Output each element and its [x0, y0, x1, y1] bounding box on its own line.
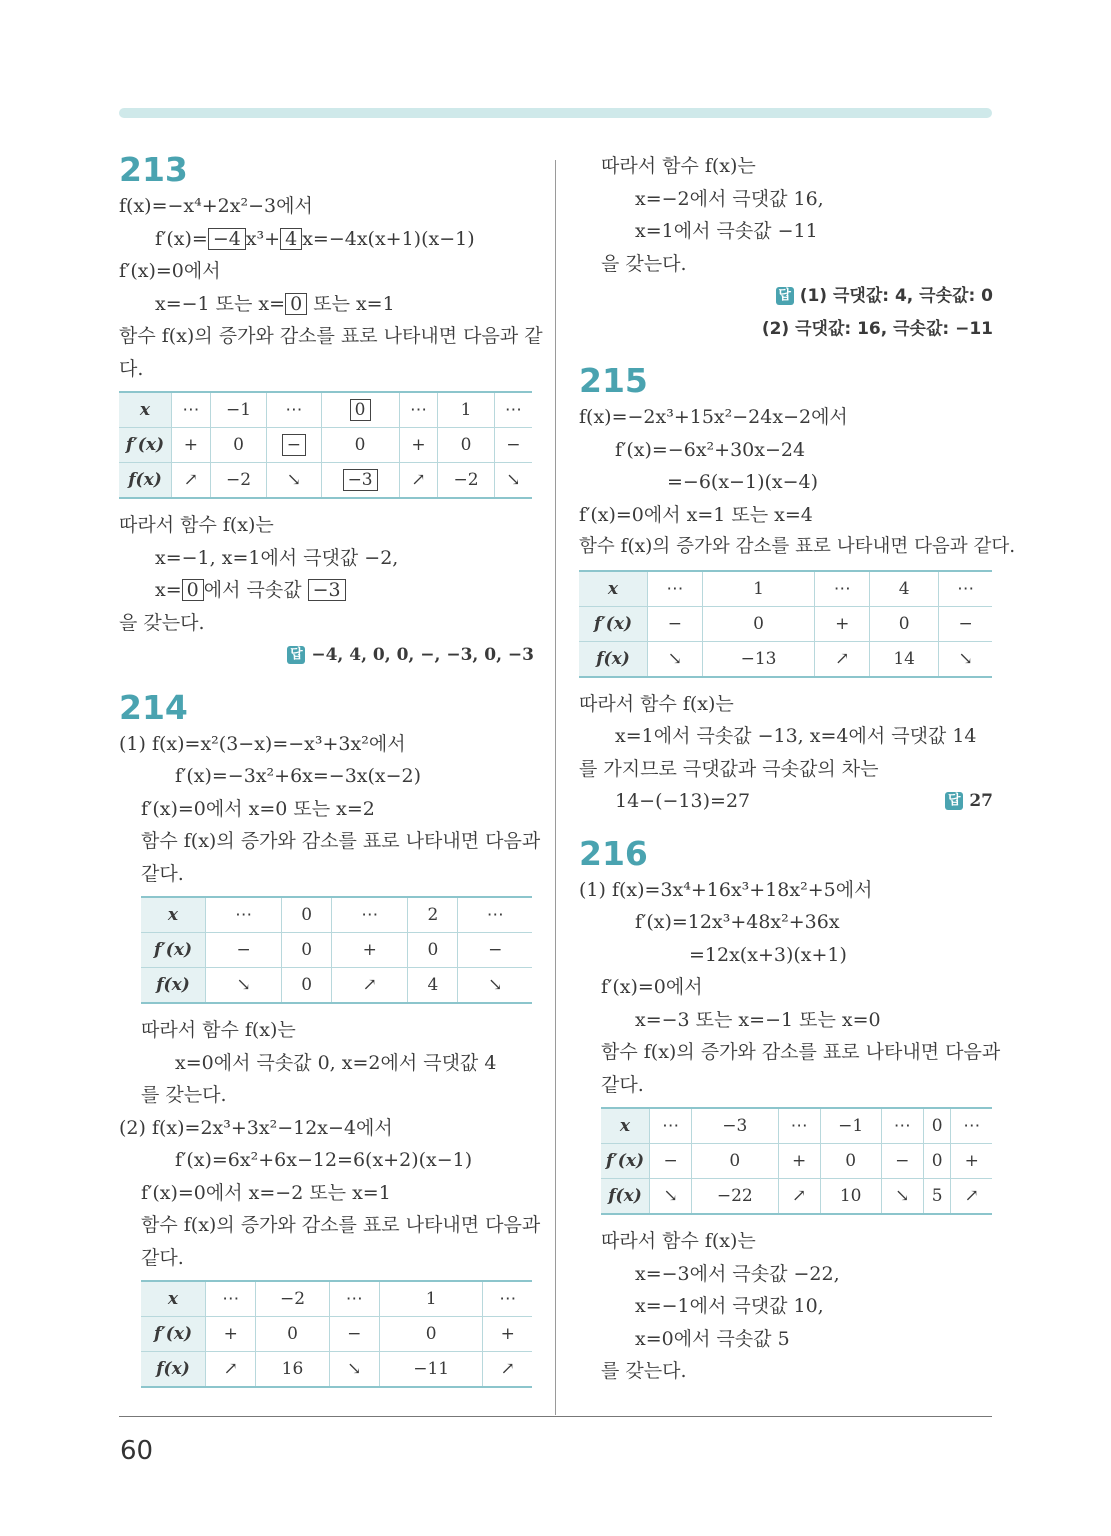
solution-line: 을 갖는다. — [119, 611, 205, 634]
sign-table — [119, 391, 532, 499]
sign-table — [141, 896, 532, 1004]
solution-line: f(x)=−2x³+15x²−24x−2에서 — [579, 406, 848, 428]
solution-line: 함수 f(x)의 증가와 감소를 표로 나타내면 다음과 같다. — [579, 536, 1016, 557]
column-divider — [555, 160, 556, 1415]
solution-line: 같다. — [141, 862, 184, 885]
table-row: f(x) ↘ 0 ↗ 4 ↘ — [141, 968, 532, 1004]
solution-line: (2) f(x)=2x³+3x²−12x−4에서 — [119, 1116, 393, 1139]
solution-line: x= 0 에서 극솟값 −3 — [119, 574, 534, 607]
solution-line: 따라서 함수 f(x)는 — [579, 692, 734, 715]
problem-number: 215 — [579, 361, 648, 400]
answer-line: (2) 극댓값: 16, 극솟값: −11 — [761, 318, 993, 339]
answer-box: −4 — [208, 228, 246, 250]
sign-table — [601, 1107, 992, 1215]
solution-line: f′(x)=6x²+6x−12=6(x+2)(x−1) — [175, 1149, 473, 1171]
solution-line: 다. — [119, 357, 144, 380]
solution-line: 같다. — [141, 1246, 184, 1269]
solution-line: x=−3 또는 x=−1 또는 x=0 — [635, 1008, 881, 1031]
solution-line: f′(x)=0에서 x=0 또는 x=2 — [141, 797, 375, 820]
answer-box: −3 — [308, 579, 346, 601]
solution-line: (1) f(x)=x²(3−x)=−x³+3x²에서 — [119, 732, 406, 755]
answer-box: 0 — [182, 579, 204, 601]
table-row: f(x) ↘ −22 ↗ 10 ↘ 5 ↗ — [601, 1179, 992, 1215]
solution-line: 를 가지므로 극댓값과 극솟값의 차는 — [579, 757, 879, 780]
table-row: f′(x) − 0 + 0 − 0 + — [601, 1144, 992, 1179]
solution-line: x=1에서 극솟값 −13, x=4에서 극댓값 14 — [615, 725, 977, 747]
solution-line: x=−1 또는 x= 0 또는 x=1 — [155, 292, 395, 315]
solution-line: x=0에서 극솟값 0, x=2에서 극댓값 4 — [175, 1051, 497, 1074]
solution-line: x=−3에서 극솟값 −22, — [635, 1262, 840, 1285]
answer-box: − — [282, 434, 306, 456]
problem-number: 214 — [119, 687, 188, 727]
solution-line: x=0에서 극솟값 5 — [635, 1327, 790, 1350]
table-row: x ⋯ −3 ⋯ −1 ⋯ 0 ⋯ — [601, 1108, 992, 1144]
answer-line: 답 (1) 극댓값: 4, 극솟값: 0 — [579, 280, 993, 313]
solution-line: 따라서 함수 f(x)는 — [141, 1019, 296, 1041]
answer-box: 0 — [350, 399, 371, 421]
solution-line: f′(x)=0에서 — [119, 260, 221, 282]
table-row: f′(x) − 0 + 0 − — [579, 606, 992, 641]
problem-number: 213 — [119, 150, 188, 189]
table-row: f(x) ↘ −13 ↗ 14 ↘ — [579, 641, 992, 677]
solution-line: 14−(−13)=27 답 27 — [579, 785, 993, 818]
header-bar — [119, 108, 992, 118]
problem-number: 216 — [579, 833, 648, 873]
solution-line: 따라서 함수 f(x)는 — [601, 1230, 756, 1252]
solution-line: (1) f(x)=3x⁴+16x³+18x²+5에서 — [579, 878, 873, 901]
solution-line: 함수 f(x)의 증가와 감소를 표로 나타내면 다음과 같 — [119, 325, 543, 347]
table-row: f′(x) + 0 − 0 + 0 − — [119, 428, 532, 463]
solution-line: =−6(x−1)(x−4) — [667, 471, 819, 493]
answer-line: 답 27 — [945, 785, 993, 818]
solution-line: f′(x)=−3x²+6x=−3x(x−2) — [175, 765, 422, 787]
solution-line: x=−1, x=1에서 극댓값 −2, — [155, 546, 399, 569]
table-row: f(x) ↗ −2 ↘ −3 ↗ −2 ↘ — [119, 463, 532, 499]
solution-line: 함수 f(x)의 증가와 감소를 표로 나타내면 다음과 — [141, 1214, 541, 1236]
solution-line: 를 갖는다. — [141, 1084, 227, 1106]
table-row: f′(x) + 0 − 0 + — [141, 1317, 532, 1352]
solution-line: f′(x)= −4 x³+ 4 x=−4x(x+1)(x−1) — [155, 227, 475, 250]
solution-line: 함수 f(x)의 증가와 감소를 표로 나타내면 다음과 — [601, 1041, 1001, 1063]
solution-line: x=1에서 극솟값 −11 — [635, 220, 818, 242]
footer-rule — [119, 1416, 992, 1417]
answer-box: −3 — [343, 469, 378, 491]
solution-line: f′(x)=−6x²+30x−24 — [615, 438, 806, 461]
solution-line: x=−1에서 극댓값 10, — [635, 1295, 824, 1317]
solution-line: f(x)=−x⁴+2x²−3에서 — [119, 195, 313, 217]
answer-box: 4 — [280, 228, 302, 250]
solution-line: f′(x)=0에서 x=1 또는 x=4 — [579, 503, 813, 526]
answer-icon: 답 — [776, 287, 794, 305]
solution-line: 같다. — [601, 1073, 644, 1096]
solution-line: f′(x)=12x³+48x²+36x — [635, 911, 840, 933]
answer-icon: 답 — [287, 646, 305, 664]
solution-line: 를 갖는다. — [601, 1360, 687, 1382]
page-number: 60 — [120, 1436, 154, 1466]
table-row: x ⋯ 1 ⋯ 4 ⋯ — [579, 571, 992, 607]
solution-line: x=−2에서 극댓값 16, — [635, 187, 824, 210]
table-row: x ⋯ 0 ⋯ 2 ⋯ — [141, 897, 532, 933]
right-column — [579, 150, 1016, 1388]
table-row: x ⋯ −1 ⋯ 0 ⋯ 1 ⋯ — [119, 392, 532, 428]
solution-line: f′(x)=0에서 x=−2 또는 x=1 — [141, 1181, 391, 1204]
sign-table — [579, 570, 992, 678]
table-row: f′(x) − 0 + 0 − — [141, 933, 532, 968]
solution-line: f′(x)=0에서 — [601, 976, 703, 998]
answer-icon: 답 — [945, 792, 963, 810]
solution-line: =12x(x+3)(x+1) — [689, 943, 847, 966]
solution-line: 따라서 함수 f(x)는 — [119, 514, 274, 536]
table-row: x ⋯ −2 ⋯ 1 ⋯ — [141, 1281, 532, 1317]
sign-table — [141, 1280, 532, 1388]
table-row: f(x) ↗ 16 ↘ −11 ↗ — [141, 1352, 532, 1388]
answer-box: 0 — [285, 293, 307, 315]
solution-line: 따라서 함수 f(x)는 — [601, 155, 756, 177]
left-column — [119, 150, 543, 1398]
answer-line: 답 −4, 4, 0, 0, −, −3, 0, −3 — [119, 639, 534, 672]
solution-line: 함수 f(x)의 증가와 감소를 표로 나타내면 다음과 — [141, 830, 541, 852]
solution-line: 을 갖는다. — [601, 252, 687, 275]
